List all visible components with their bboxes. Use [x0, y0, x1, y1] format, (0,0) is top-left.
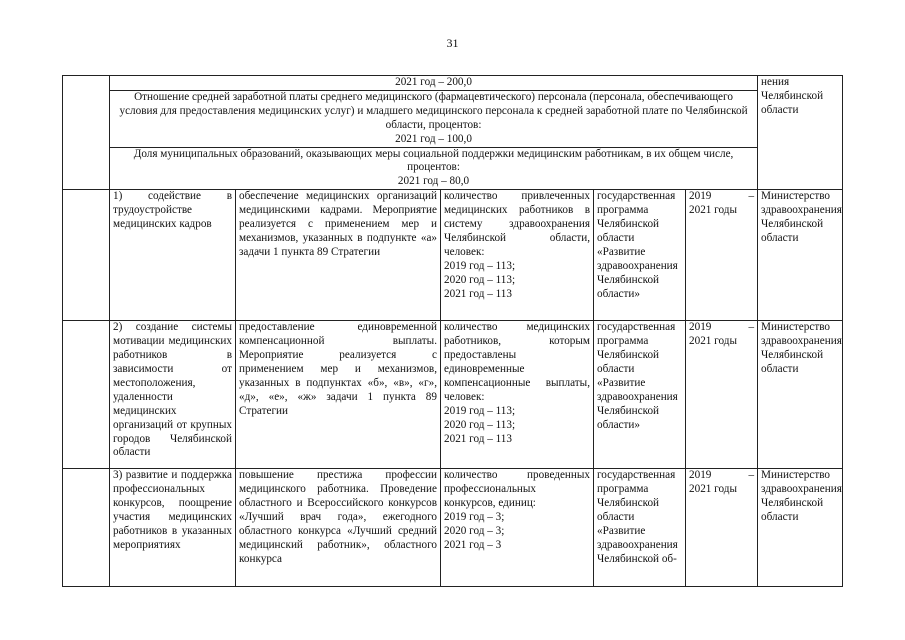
responsible-cell: Министерство здравоохранения Челябинской области — [758, 469, 843, 587]
indicator-cell — [441, 321, 594, 469]
description-cell: повышение престижа профессии медицинского работника. Проведение областного и Всероссийского конкурсов «Лучший врач года», ежегодного областного конкурса «Лучший средний медицинский работник», областного конкурса — [236, 469, 441, 587]
responsible-cell: Министерство здравоохранения Челябинской области — [758, 321, 843, 469]
indicator-municipal-text: Доля муниципальных образований, оказывающих меры социальной поддержки медицинским работникам, в их общем числе, процентов: — [133, 147, 734, 174]
indicator-value: 2021 год – 3 — [444, 538, 502, 551]
indicator-salary-ratio — [110, 91, 757, 148]
years-cell — [686, 469, 758, 587]
program-cell: государственная программа Челябинской области «Развитие здравоохранения Челябинской области» — [594, 190, 686, 321]
responsible-cell: Министерство здравоохранения Челябинской области — [758, 190, 843, 321]
empty-first-column — [63, 469, 110, 587]
program-cell: государственная программа Челябинской области «Развитие здравоохранения Челябинской области» — [594, 321, 686, 469]
years-separator: – — [748, 321, 755, 334]
indicator-value: 2019 год – 113; — [444, 404, 516, 417]
indicator-value: 2020 год – 113; — [444, 273, 516, 286]
indicator-value: 2019 год – 3; — [444, 510, 505, 523]
targets-cell — [110, 76, 758, 190]
responsible-cell-top: нения Челябинской области — [758, 76, 843, 190]
targets-row — [63, 76, 843, 190]
years-start: 2019 — [689, 190, 712, 203]
years-cell — [686, 190, 758, 321]
table-row — [63, 321, 843, 469]
table-row — [63, 469, 843, 587]
indicator-text: количество привлеченных медицинских работников в систему здравоохранения Челябинской области, человек: — [444, 190, 590, 258]
indicator-municipal-share — [110, 148, 757, 190]
indicator-value: 2021 год – 113 — [444, 432, 512, 445]
indicator-salary-text: Отношение средней заработной платы среднего медицинского (фармацевтического) персонала (персонала, обеспечивающего условия для предоставления медицинских услуг) и младшего медицинского персонала к средней заработной плате по Челябинской области, процентов: — [119, 90, 748, 131]
description-cell: обеспечение медицинских организаций медицинскими кадрами. Мероприятие реализуется с применением мер и механизмов, указанных в подпункте «а» задачи 1 пункта 89 Стратегии — [236, 190, 441, 321]
page-number: 31 — [446, 36, 459, 50]
strategy-table — [62, 75, 843, 587]
empty-first-column — [63, 321, 110, 469]
years-start: 2019 — [689, 469, 712, 482]
years-separator: – — [748, 469, 755, 482]
indicator-value: 2020 год – 113; — [444, 418, 516, 431]
indicator-text: количество медицинских работников, которым предоставлены единовременные компенсационные выплаты, человек: — [444, 321, 590, 403]
years-separator: – — [748, 190, 755, 203]
indicator-value: 2019 год – 113; — [444, 259, 516, 272]
description-cell: предоставление единовременной компенсационной выплаты. Мероприятие реализуется с применением мер и механизмов, указанных в подпунктах «б», «в», «г», «д», «е», «ж» задачи 1 пункта 89 Стратегии — [236, 321, 441, 469]
measure-cell: 1) содействие в трудоустройстве медицинских кадров — [110, 190, 236, 321]
indicator-municipal-value: 2021 год – 80,0 — [397, 175, 470, 188]
indicator-cell — [441, 469, 594, 587]
years-end: 2021 годы — [689, 204, 737, 217]
indicator-value: 2020 год – 3; — [444, 524, 505, 537]
empty-first-column — [63, 76, 110, 190]
years-end: 2021 годы — [689, 483, 737, 496]
years-end: 2021 годы — [689, 335, 737, 348]
years-start: 2019 — [689, 321, 712, 334]
indicator-cell — [441, 190, 594, 321]
empty-first-column — [63, 190, 110, 321]
target-line-2021-200: 2021 год – 200,0 — [110, 76, 757, 91]
measure-cell: 3) развитие и поддержка профессиональных конкурсов, поощрение участия медицинских работников в указанных мероприятиях — [110, 469, 236, 587]
indicator-value: 2021 год – 113 — [444, 287, 512, 300]
indicator-salary-value: 2021 год – 100,0 — [395, 132, 472, 145]
table-row — [63, 190, 843, 321]
measure-cell: 2) создание системы мотивации медицинских работников в зависимости от местоположения, удаленности медицинских организаций от крупных городов Челябинской области — [110, 321, 236, 469]
years-cell — [686, 321, 758, 469]
program-cell: государственная программа Челябинской области «Развитие здравоохранения Челябинской об- — [594, 469, 686, 587]
indicator-text: количество проведенных профессиональных конкурсов, единиц: — [444, 469, 590, 510]
